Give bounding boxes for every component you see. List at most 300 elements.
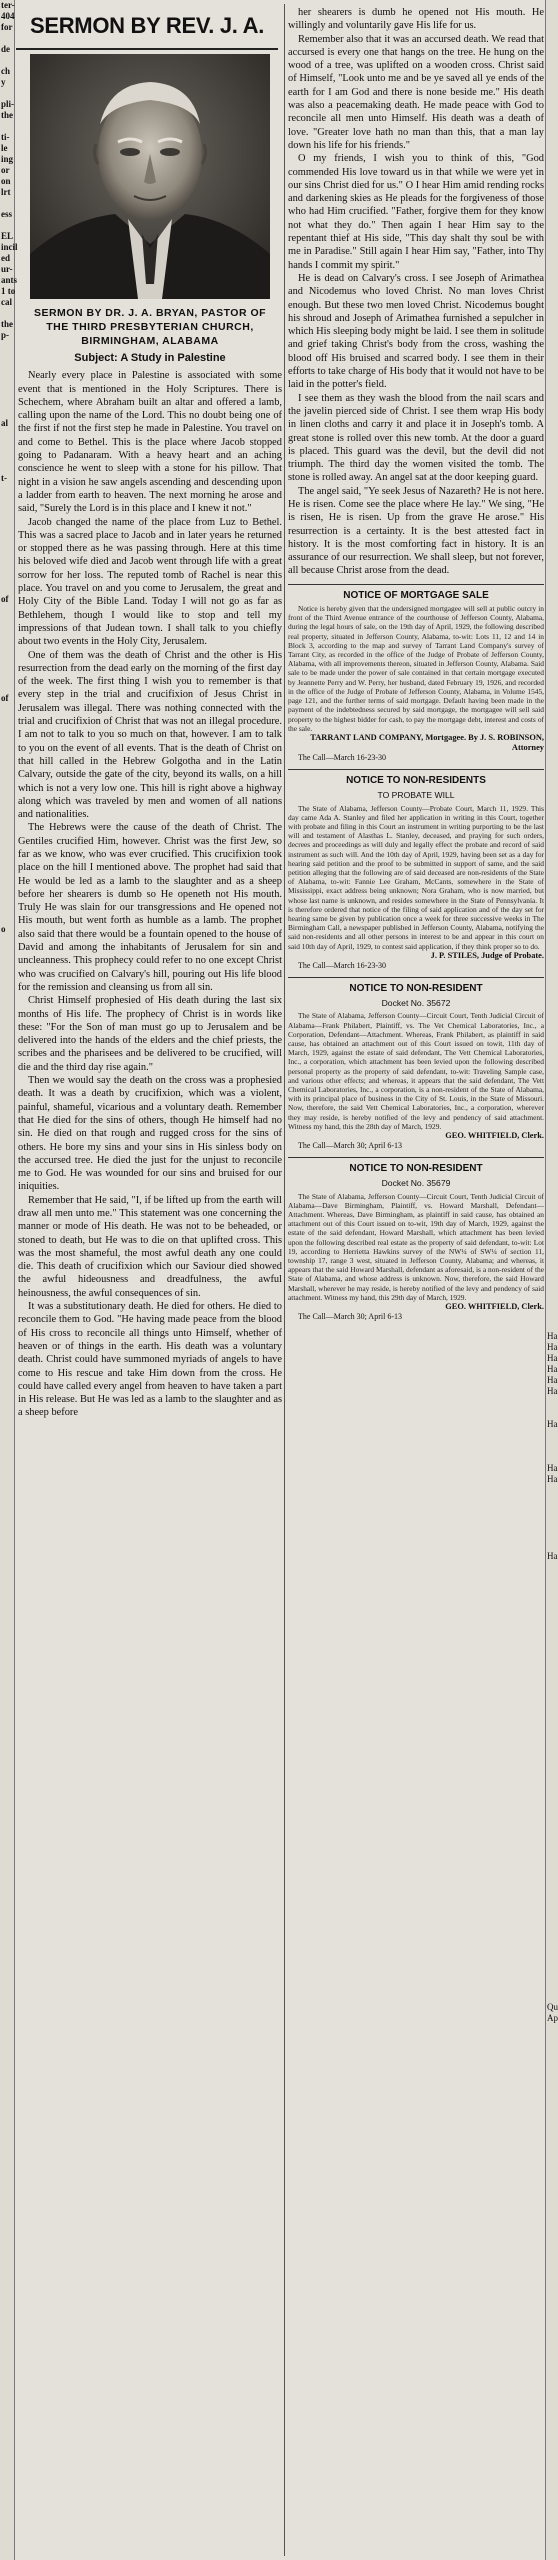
gutter-text-fragment: [547, 99, 558, 110]
portrait-photo: [30, 54, 270, 299]
gutter-text-fragment: Ha: [547, 1419, 558, 1429]
gutter-text-fragment: the: [1, 319, 13, 329]
gutter-text-fragment: [547, 1155, 558, 1166]
gutter-text-fragment: [1, 814, 14, 825]
gutter-text-fragment: [547, 462, 558, 473]
gutter-text-fragment: [1, 385, 14, 396]
gutter-text-fragment: [547, 1529, 558, 1540]
gutter-text-fragment: [547, 0, 558, 11]
gutter-text-fragment: [547, 396, 558, 407]
gutter-text-fragment: [547, 759, 558, 770]
gutter-text-fragment: [547, 198, 558, 209]
gutter-text-fragment: [547, 1243, 558, 1254]
gutter-text-fragment: [547, 242, 558, 253]
gutter-text-fragment: [1, 1089, 14, 1100]
gutter-text-fragment: [547, 418, 558, 429]
gutter-text-fragment: [547, 264, 558, 275]
gutter-text-fragment: [547, 1298, 558, 1309]
gutter-text-fragment: [547, 187, 558, 198]
gutter-text-fragment: ter-: [1, 0, 15, 10]
gutter-text-fragment: [547, 737, 558, 748]
gutter-text-fragment: [1, 781, 14, 792]
gutter-text-fragment: [547, 1496, 558, 1507]
gutter-text-fragment: [1, 638, 14, 649]
legal-notice: [288, 1157, 544, 1322]
sermon-paragraph: The Hebrews were the cause of the death of Christ. The Gentiles crucified Him, however. Christ was the first Jew, so far as we know, who was ever crucified. This crucifixion took place on the hill I mentioned above. The prophet had said that He would be led as a lamb to the slaughter and as a sheep before her shearers is dumb so He openeth not His mouth. Truly He was slain for our transgressions and He opened not His mouth, but went forth as humble as a lamb. The prophet also said that there would be a fountain opened to the house of David and among the inhabitants of Jerusalem for sin and uncleanness. This prophecy could refer to no one except Christ who was crucified on Calvary's hill, pouring out His life blood for the remission and cleansing us from all sin.: [18, 822, 282, 993]
portrait-photo-image: [30, 54, 270, 299]
sermon-paragraph: her shearers is dumb he opened not His mouth. He willingly and voluntarily gave His life for us.: [288, 7, 544, 32]
notice-signature: GEO. WHITFIELD, Clerk.: [445, 1130, 544, 1140]
gutter-text-fragment: the: [1, 110, 13, 120]
gutter-text-fragment: [547, 407, 558, 418]
gutter-text-fragment: [547, 1100, 558, 1111]
gutter-text-fragment: [1, 1001, 14, 1012]
gutter-text-fragment: 404: [1, 11, 15, 21]
gutter-text-fragment: [547, 693, 558, 704]
gutter-text-fragment: [547, 33, 558, 44]
gutter-text-fragment: [547, 627, 558, 638]
gutter-text-fragment: [1, 726, 14, 737]
gutter-text-fragment: [547, 220, 558, 231]
sermon-text-part-2: [288, 6, 544, 578]
gutter-text-fragment: [547, 748, 558, 759]
gutter-text-fragment: EL: [1, 231, 14, 241]
gutter-text-fragment: [547, 1738, 558, 1749]
sermon-paragraph: O my friends, I wish you to think of this, "God commended His love toward us in that while we were yet in our sins Christ died for us." O I hear Him amid rending rocks and darkening skies as He pleads for the forgiveness of those who had Him crucified. "Father, forgive them for they know not what they do." Then again I hear Him say to the repentant thief at His side, "This day shalt thy soul be with me in Paradise." Still again I hear Him say, "Father, into Thy hands I commit my spirit.": [288, 153, 544, 271]
notice-body: The State of Alabama, Jefferson County—Probate Court, March 11, 1929. This day came Ada A. Stanley and filed her application in writing in this Court, together with probate and filing in this Court an instrument in writing purporting to be the last will and testament of Alasthas L. Stanley, deceased, and praying for such orders, decrees and proceedings as will duly and legally effect the probate and record of said instrument as such will. And the 10th day of April, 1929, having been set as a day for hearing said petition and the proof to be submitted in support of same, and the said petition alleging that the following are of said deceased are non-residents of the State of Alabama, to-wit: Fannie Lee Graham, McCants, somewhere in the State of Mississippi, exact address being unknown; Nora Graham, who is now married, but whose last name is unknown, and resides somewhere in the State of Pennsylvania. It is therefore ordered that notice of the filing of said application and of the day set for hearing same be given by publication once a week for three successive weeks in The Birmingham Call, a newspaper published in Jefferson County, Alabama, notifying the said non-residents and all other persons in interest to be and appear in this court on said 10th day of April, 1929, to contest said application, if they think proper so to do.: [288, 803, 544, 951]
gutter-text-fragment: [1, 880, 14, 891]
gutter-text-fragment: [547, 1991, 558, 2002]
gutter-text-fragment: [547, 451, 558, 462]
gutter-text-fragment: [1, 825, 14, 836]
gutter-text-fragment: [547, 1309, 558, 1320]
gutter-text-fragment: [1, 1067, 14, 1078]
gutter-text-fragment: [547, 1837, 558, 1848]
gutter-text-fragment: [547, 1012, 558, 1023]
gutter-text-fragment: [1, 968, 14, 979]
gutter-text-fragment: [547, 1254, 558, 1265]
gutter-text-fragment: [547, 1958, 558, 1969]
gutter-text-fragment: [547, 550, 558, 561]
gutter-text-fragment: [547, 1947, 558, 1958]
gutter-text-fragment: [547, 770, 558, 781]
gutter-text-fragment: [547, 1188, 558, 1199]
gutter-text-fragment: [1, 88, 14, 99]
gutter-text-fragment: [1, 803, 14, 814]
sermon-paragraph: Nearly every place in Palestine is associated with some event that is mentioned in the Holy Scriptures. There is Schechem, where Abraham built an altar and offered a lamb, calling upon the name of the Lord. This no doubt being one of the first if not the first step he made in Palestine. You travel on and come to Bethel. This is the place where Jacob stopped going to Padanaram. With a heavy heart and an aching conscience he went to sleep with a stone for his pillow. That night in a vision he saw angels ascending and descending upon a ladder from earth to heaven. The next morning he arose and said, "Surely the Lord is in this place and I knew it not.": [18, 370, 282, 515]
gutter-text-fragment: [1, 946, 14, 957]
gutter-text-fragment: Ha: [547, 1463, 558, 1473]
gutter-text-fragment: on: [1, 176, 11, 186]
sermon-paragraph: Remember also that it was an accursed death. We read that accursed is every one that hangs on the tree. He hung on the wood of a tree, was uplifted on a wooden cross. Christ said of Himself, "Look unto me and be ye saved all ye ends of the earth for I am God and there is none beside me." His death was also a peacemaking death. He made peace with God to reconcile all men unto Himself. His death was a death of love. "Greater love hath no man than this, that a man lay down his life for his friends.": [288, 33, 544, 151]
gutter-text-fragment: ess: [1, 209, 12, 219]
notice-body: The State of Alabama, Jefferson County—Circuit Court, Tenth Judicial Circuit of Alabama—Frank Philabert, Plaintiff, vs. The Vet Chemical Laboratories, Inc., a Corporation, Defendant—Attachment. Whereas, Frank Philabert, as plaintiff in said cause, has obtained an attachment out of this Court issued on towit, 11th day of March, 1929, against the estate of said defendant, The Vett Chemical Laboratories, Inc., a corporation, which attachment has been levied upon the following described personal property as the property of said defendant, to-wit: Traveling Sample case, and various other effects; and whereas, it appears that the said defendant, The Vett Chemical Laboratories, Inc., a corporation, is a non-resident of the State of Alabama, with its principal place of business in the City of St. Louis, in the State of Missouri. Now, therefore, the said Vett Chemical Laboratories, Inc., a corporation, wherever they may reside, is hereby notified of the levy and pendency of said attachment. Witness my hand, this the 28th day of March, 1929.: [288, 1011, 544, 1131]
gutter-text-fragment: [547, 869, 558, 880]
gutter-text-fragment: [547, 341, 558, 352]
gutter-text-fragment: [1, 869, 14, 880]
gutter-text-fragment: [547, 231, 558, 242]
gutter-text-fragment: [547, 1859, 558, 1870]
notice-publication-dates: The Call—March 30; April 6-13: [298, 1140, 402, 1150]
notice-divider: [288, 769, 544, 770]
gutter-text-fragment: [1, 484, 14, 495]
gutter-text-fragment: [547, 1287, 558, 1298]
gutter-text-fragment: [1, 847, 14, 858]
gutter-text-fragment: [547, 1782, 558, 1793]
gutter-text-fragment: [547, 1628, 558, 1639]
gutter-text-fragment: or: [1, 165, 10, 175]
gutter-text-fragment: [547, 275, 558, 286]
gutter-text-fragment: [1, 517, 14, 528]
gutter-text-fragment: [547, 165, 558, 176]
gutter-text-fragment: [1, 506, 14, 517]
gutter-text-fragment: [547, 682, 558, 693]
gutter-text-fragment: [547, 1441, 558, 1452]
gutter-text-fragment: [547, 1716, 558, 1727]
gutter-text-fragment: [547, 1133, 558, 1144]
gutter-text-fragment: [1, 121, 14, 132]
gutter-text-fragment: [1, 539, 14, 550]
gutter-text-fragment: Qu: [547, 2002, 558, 2012]
gutter-text-fragment: [547, 1573, 558, 1584]
gutter-text-fragment: [547, 308, 558, 319]
gutter-text-fragment: [1, 605, 14, 616]
gutter-text-fragment: [547, 1639, 558, 1650]
gutter-text-fragment: [1, 550, 14, 561]
gutter-text-fragment: [547, 1650, 558, 1661]
gutter-text-fragment: [547, 1485, 558, 1496]
gutter-text-fragment: [547, 913, 558, 924]
gutter-text-fragment: [547, 616, 558, 627]
gutter-text-fragment: [547, 1848, 558, 1859]
gutter-text-fragment: [547, 132, 558, 143]
gutter-text-fragment: [1, 715, 14, 726]
gutter-text-fragment: de: [1, 44, 10, 54]
gutter-text-fragment: [547, 1144, 558, 1155]
gutter-text-fragment: [1, 1078, 14, 1089]
gutter-text-fragment: [547, 1320, 558, 1331]
gutter-text-fragment: [547, 1067, 558, 1078]
gutter-text-fragment: [1, 682, 14, 693]
gutter-text-fragment: [547, 176, 558, 187]
gutter-text-fragment: [547, 814, 558, 825]
gutter-text-fragment: [547, 1122, 558, 1133]
gutter-text-fragment: [547, 660, 558, 671]
notice-signature: TARRANT LAND COMPANY, Mortgagee. By J. S. ROBINSON, Attorney: [310, 732, 544, 752]
sermon-column-2: [288, 6, 544, 1322]
gutter-text-fragment: Ha: [547, 1474, 558, 1484]
notice-body: The State of Alabama, Jefferson County—Circuit Court, Tenth Judicial Circuit of Alabama—Dave Birmingham, Plaintiff, vs. Howard Marshall, Defendant—Attachment. Whereas, Dave Birmingham, as plaintiff in said cause, has obtained an attachment out of this Court issued on to-wit, 19th day of March, 1929, against the estate of the said defendant, Howard Marshall, which attachment has been levied upon the following described real estate as the property of said defendant, to-wit: Lot 19, according to Herrietta Hawkins survey of the NW¼ of SW¼ of section 11, township 17, range 3 west, situated in Jefferson County, Alabama; and whereas, it appears that the said Howard Marshall, defendant as aforesaid, is a non-resident of the State of Alabama, and whose address is unknown. Now, therefore, the said Howard Marshall, wherever he may reside, is hereby notified of the levy and pendency of said attachment. Witness my hand, this 29th day of March, 1929.: [288, 1191, 544, 1302]
gutter-text-fragment: [547, 1925, 558, 1936]
gutter-text-fragment: [1, 858, 14, 869]
gutter-text-fragment: [1, 748, 14, 759]
gutter-text-fragment: [547, 1694, 558, 1705]
gutter-text-fragment: al: [1, 418, 9, 428]
gutter-text-fragment: [1, 1012, 14, 1023]
gutter-text-fragment: [1, 836, 14, 847]
gutter-text-fragment: [547, 1001, 558, 1012]
gutter-text-fragment: [1, 627, 14, 638]
gutter-text-fragment: [547, 1595, 558, 1606]
gutter-text-fragment: Ap: [547, 2013, 558, 2023]
gutter-text-fragment: Ha: [547, 1551, 558, 1561]
sermon-paragraph: It was a substitutionary death. He died for others. He died to reconcile them to God. "He having made peace from the blood of His cross to reconcile all things unto Himself, whether of heaven or of things in the earth. His death was a voluntary death. Christ could have summoned myriads of angels to have come to His rescue and take Him down from the cross. He could have called every angel from heaven to have taken a part in His release. But He was led as a lamb to the slaughter and as a sheep before: [18, 1301, 282, 1419]
gutter-text-fragment: [1, 649, 14, 660]
gutter-text-fragment: [547, 715, 558, 726]
gutter-text-fragment: [547, 1430, 558, 1441]
gutter-text-fragment: [1, 1034, 14, 1045]
gutter-text-fragment: ch: [1, 66, 10, 76]
gutter-text-fragment: [547, 1276, 558, 1287]
gutter-text-fragment: [547, 1969, 558, 1980]
gutter-text-fragment: [547, 440, 558, 451]
gutter-text-fragment: [1, 462, 14, 473]
column-divider: [284, 4, 285, 2556]
gutter-text-fragment: [1, 55, 14, 66]
gutter-text-fragment: Ha: [547, 1375, 558, 1385]
sermon-text-part-1: [18, 369, 282, 1419]
gutter-text-fragment: ed: [1, 253, 10, 263]
gutter-text-fragment: [547, 1672, 558, 1683]
left-gutter-adjacent-column: [0, 0, 18, 2560]
gutter-text-fragment: [547, 1221, 558, 1232]
gutter-text-fragment: [547, 1232, 558, 1243]
gutter-text-fragment: [547, 110, 558, 121]
notice-title: NOTICE OF MORTGAGE SALE: [343, 589, 489, 601]
gutter-text-fragment: lrt: [1, 187, 11, 197]
gutter-text-fragment: [547, 121, 558, 132]
gutter-text-fragment: [1, 759, 14, 770]
sermon-column-1: [18, 304, 282, 1420]
gutter-text-fragment: [547, 363, 558, 374]
gutter-text-fragment: [1, 671, 14, 682]
gutter-text-fragment: [547, 1617, 558, 1628]
sermon-paragraph: Remember that He said, "I, if be lifted up from the earth will draw all men unto me." This statement was one concerning the manner or mode of His death. He was not to be beheaded, or stoned to death, but He was to die on that uplifted cross. This was the most shameful, the most awful death any one could die. This death of crucifixion which our Saviour died showed the awful hideousness and dreadfulness, the awful heinousness, the awful consequences of sin.: [18, 1194, 282, 1299]
gutter-text-fragment: [547, 924, 558, 935]
gutter-text-fragment: t-: [1, 473, 7, 483]
gutter-text-fragment: [547, 1078, 558, 1089]
legal-notices: [288, 584, 544, 1322]
gutter-text-fragment: [547, 1760, 558, 1771]
sermon-paragraph: Christ Himself prophesied of His death during the last six months of His life. The prophecy of Christ is in words like these: "For the Son of man must go up to Jerusalem and be delivered into the hands of the elders and the chief priests, the scribes and the pharisees and be delivered to be crucified, will die and the third day rise again.": [18, 995, 282, 1073]
gutter-text-fragment: [547, 1771, 558, 1782]
sermon-header: [16, 4, 278, 50]
gutter-text-fragment: [547, 1056, 558, 1067]
gutter-text-fragment: [547, 473, 558, 484]
gutter-text-fragment: [1, 308, 14, 319]
legal-notice: [288, 769, 544, 971]
gutter-text-fragment: [547, 1034, 558, 1045]
gutter-text-fragment: [547, 77, 558, 88]
gutter-text-fragment: [547, 902, 558, 913]
gutter-text-fragment: [547, 638, 558, 649]
gutter-text-fragment: [547, 88, 558, 99]
gutter-text-fragment: [547, 990, 558, 1001]
page-title: SERMON BY REV. J. A.: [29, 13, 265, 38]
sermon-paragraph: One of them was the death of Christ and the other is His resurrection from the dead early on the morning of the first day of the week. The first thing I wish you to remember is that every step in the trial and crucifixion of Jesus Christ in Jerusalem was illegal. There was nothing connected with the trial and crucifixion of Christ that was not an illegal procedure. I am not to talk to you so much on that, however. I am to talk to you on the event of all events. That is the death of Christ on that hill called in the Hebrew Golgotha and in the Latin Calvary, outside the gate of the city, beyond its walls, on a hill which is not a very low one. This hill is right above a highway along which was traveled by men and women of all nations and nationalities.: [18, 649, 282, 821]
gutter-text-fragment: [1, 572, 14, 583]
gutter-text-fragment: [1, 737, 14, 748]
gutter-text-fragment: [547, 297, 558, 308]
gutter-text-fragment: [547, 968, 558, 979]
gutter-text-fragment: [547, 561, 558, 572]
gutter-text-fragment: [1, 913, 14, 924]
gutter-text-fragment: [547, 1518, 558, 1529]
gutter-text-fragment: Ha: [547, 1331, 558, 1341]
gutter-text-fragment: [547, 1199, 558, 1210]
gutter-text-fragment: of: [1, 693, 9, 703]
gutter-text-fragment: [547, 319, 558, 330]
gutter-text-fragment: [547, 781, 558, 792]
gutter-text-fragment: [547, 1749, 558, 1760]
gutter-text-fragment: [1, 451, 14, 462]
gutter-text-fragment: [547, 803, 558, 814]
gutter-text-fragment: [547, 1727, 558, 1738]
notice-publication-dates: The Call—March 30; April 6-13: [298, 1312, 402, 1322]
gutter-text-fragment: [547, 1870, 558, 1881]
gutter-text-fragment: [547, 517, 558, 528]
gutter-text-fragment: [547, 605, 558, 616]
sermon-subject: Subject: A Study in Palestine: [74, 352, 226, 364]
gutter-text-fragment: [547, 1111, 558, 1122]
gutter-text-fragment: [547, 1683, 558, 1694]
gutter-text-fragment: [547, 1562, 558, 1573]
notice-body: Notice is hereby given that the undersigned mortgagee will sell at public outcry in front of the Third Avenue entrance of the courthouse of Jefferson County, Alabama, during the legal hours of sale, on the 19th day of April, 1929, the following described real property, situated in Jefferson County, Alabama, to-wit: Lots 11, 12 and 14 in Block 3, according to the map and survey of Tarrant Land Company's survey of Tarrant City, as recorded in the office of the Judge of Probate of Jefferson County, Alabama, with all improvements thereon, situated in Jefferson County, Alabama. Said sale to be made under the power of sale contained in that certain mortgage executed by Jeannette Perry and W. Perry, her husband, dated February 19, 1926, and recorded in the office of the Judge of Probate of Jefferson County, Alabama, in Volume 1545, page 121, and the further terms of said mortgage. Default having been made in the payment of the indebtedness secured by said mortgage, the mortgagee will sell said property to the highest bidder for cash, to pay the mortgage debt, interest and costs of the sale.: [288, 604, 544, 733]
gutter-text-fragment: [547, 957, 558, 968]
gutter-text-fragment: [547, 330, 558, 341]
gutter-text-fragment: [1, 979, 14, 990]
gutter-text-fragment: ur-: [1, 264, 13, 274]
gutter-text-fragment: for: [1, 22, 13, 32]
gutter-text-fragment: [547, 66, 558, 77]
gutter-text-fragment: [547, 528, 558, 539]
gutter-text-fragment: [1, 1023, 14, 1034]
gutter-text-fragment: [1, 902, 14, 913]
sermon-paragraph: He is dead on Calvary's cross. I see Joseph of Arimathea and Nicodemus who loved Christ. No man loves Christ enough. But these two men loved Christ. Nicodemus bought his shroud and Joseph of Arimathea furnished a sepulcher in which His sleeping body might be laid. I see them in solitude and grief taking Christ's body from the cross, washing the blood off His bruised and scarred body. I see them in their efforts to take charge of His body that it would not have to be laid in the potter's field.: [288, 272, 544, 391]
notice-title: NOTICE TO NON-RESIDENT: [349, 1162, 483, 1174]
gutter-text-fragment: [547, 11, 558, 22]
gutter-text-fragment: [1, 770, 14, 781]
gutter-text-fragment: ing: [1, 154, 14, 164]
gutter-text-fragment: of: [1, 594, 9, 604]
gutter-text-fragment: [547, 935, 558, 946]
gutter-text-fragment: ants: [1, 275, 18, 285]
gutter-text-fragment: incil: [1, 242, 18, 252]
gutter-text-fragment: [547, 825, 558, 836]
gutter-text-fragment: [547, 792, 558, 803]
sermon-paragraph: The angel said, "Ye seek Jesus of Nazareth? He is not here. He is risen. Come see the place where He lay." We sing, "He is risen, He is risen. Up from the grave He arose." His resurrection is a certainty. It is the best attested fact in history. It is the most comforting fact in history. It is an assurance of our resurrection. We shall sleep, but not forever, all because Christ arose from the dead.: [288, 485, 544, 577]
notice-subtitle: TO PROBATE WILL: [377, 790, 455, 801]
gutter-text-fragment: ti-: [1, 132, 10, 142]
gutter-text-fragment: [1, 1111, 14, 1122]
gutter-text-fragment: [547, 429, 558, 440]
gutter-text-fragment: Ha: [547, 1364, 558, 1374]
gutter-text-fragment: [547, 1408, 558, 1419]
gutter-text-fragment: [547, 1980, 558, 1991]
gutter-text-fragment: [1, 495, 14, 506]
gutter-text-fragment: [547, 484, 558, 495]
notice-title: NOTICE TO NON-RESIDENT: [349, 982, 483, 994]
notice-publication-dates: The Call—March 16-23-30: [298, 752, 386, 762]
gutter-text-fragment: [1, 792, 14, 803]
gutter-text-fragment: [547, 726, 558, 737]
gutter-text-fragment: [547, 847, 558, 858]
gutter-text-fragment: [547, 858, 558, 869]
gutter-text-fragment: [547, 374, 558, 385]
gutter-text-fragment: [547, 1892, 558, 1903]
gutter-text-fragment: [1, 198, 14, 209]
gutter-text-fragment: [547, 836, 558, 847]
gutter-text-fragment: [1, 957, 14, 968]
gutter-text-fragment: [547, 1881, 558, 1892]
gutter-text-fragment: [547, 1903, 558, 1914]
gutter-text-fragment: [547, 1826, 558, 1837]
gutter-text-fragment: [1, 374, 14, 385]
gutter-text-fragment: [1, 1056, 14, 1067]
gutter-text-fragment: [547, 880, 558, 891]
notice-signature: GEO. WHITFIELD, Clerk.: [445, 1302, 544, 1312]
gutter-text-fragment: [547, 44, 558, 55]
gutter-text-fragment: le: [1, 143, 8, 153]
gutter-text-fragment: [547, 506, 558, 517]
notice-title: NOTICE TO NON-RESIDENTS: [346, 774, 486, 786]
gutter-text-fragment: [547, 539, 558, 550]
sermon-paragraph: I see them as they wash the blood from the nail scars and the javelin pierced side of Christ. I see them wrap His body in linen cloths and carry it and place it in Joseph's tomb. A great stone is rolled over this new tomb. At the door a guard is placed. This guard was the devil, but the devil did not triumph. The third day the women visited the tomb. The stone is rolled away. An angel sat at the door keeping guard.: [288, 392, 544, 484]
gutter-text-fragment: [547, 1804, 558, 1815]
gutter-text-fragment: pli-: [1, 99, 15, 109]
gutter-text-fragment: [1, 33, 14, 44]
gutter-text-fragment: [1, 440, 14, 451]
gutter-text-fragment: [547, 1023, 558, 1034]
gutter-text-fragment: [547, 385, 558, 396]
legal-notice: [288, 977, 544, 1151]
gutter-text-fragment: y: [1, 77, 6, 87]
gutter-text-fragment: [547, 55, 558, 66]
gutter-text-fragment: [1, 528, 14, 539]
gutter-text-fragment: [1, 660, 14, 671]
gutter-text-fragment: [1, 396, 14, 407]
gutter-text-fragment: o: [1, 924, 6, 934]
gutter-text-fragment: [1, 616, 14, 627]
gutter-text-fragment: [547, 1936, 558, 1947]
gutter-text-fragment: [1, 561, 14, 572]
gutter-text-fragment: [1, 1100, 14, 1111]
notice-signature: J. P. STILES, Judge of Probate.: [430, 950, 544, 960]
gutter-text-fragment: [547, 1705, 558, 1716]
gutter-text-fragment: [1, 990, 14, 1001]
gutter-text-fragment: [547, 1793, 558, 1804]
gutter-text-fragment: Ha: [547, 1353, 558, 1363]
gutter-text-fragment: p-: [1, 330, 10, 340]
sermon-paragraph: Jacob changed the name of the place from Luz to Bethel. This was a sacred place to Jacob and in later years he returned or stopped there as he was passing through. Here at this time his beloved wife died and Jacob went through life with a great sorrow for her loss. The reputed tomb of Rachel is near this place. You travel on and you come to Jerusalem, the great and Holy City of the Bible Land. Today I will not go as far as Bethlehem, though I would like to stop and tell my impressions of that Judean town. I shall talk to you chiefly about two events in the Holy City, Jerusalem.: [18, 516, 282, 648]
gutter-text-fragment: [1, 407, 14, 418]
gutter-text-fragment: Ha: [547, 1342, 558, 1352]
gutter-text-fragment: [547, 143, 558, 154]
gutter-text-fragment: [547, 1265, 558, 1276]
notice-divider: [288, 584, 544, 585]
gutter-text-fragment: [547, 704, 558, 715]
gutter-text-fragment: 1 to: [1, 286, 16, 296]
gutter-text-fragment: [547, 1045, 558, 1056]
sermon-paragraph: Then we would say the death on the cross was a prophesied death. It was a death by crucifixion, which was a violent, painful, shameful, vicarious and a voluntary death. Remember that He died for the sins of others, though He himself had no sin. He died on that rough and rugged cross for the sins of others. He bore my sins and your sins in His sinless body on the accursed tree. He died the just for the unjust to reconcile me to God. He was wounded for our sins and bruised for our iniquities.: [18, 1075, 282, 1193]
gutter-text-fragment: [1, 363, 14, 374]
gutter-text-fragment: [547, 352, 558, 363]
gutter-text-fragment: [547, 1507, 558, 1518]
photo-caption: SERMON BY DR. J. A. BRYAN, PASTOR OF THE THIRD PRESBYTERIAN CHURCH, BIRMINGHAM, ALABAMA: [33, 307, 267, 347]
gutter-text-fragment: [547, 286, 558, 297]
gutter-text-fragment: [1, 220, 14, 231]
gutter-text-fragment: [547, 209, 558, 220]
